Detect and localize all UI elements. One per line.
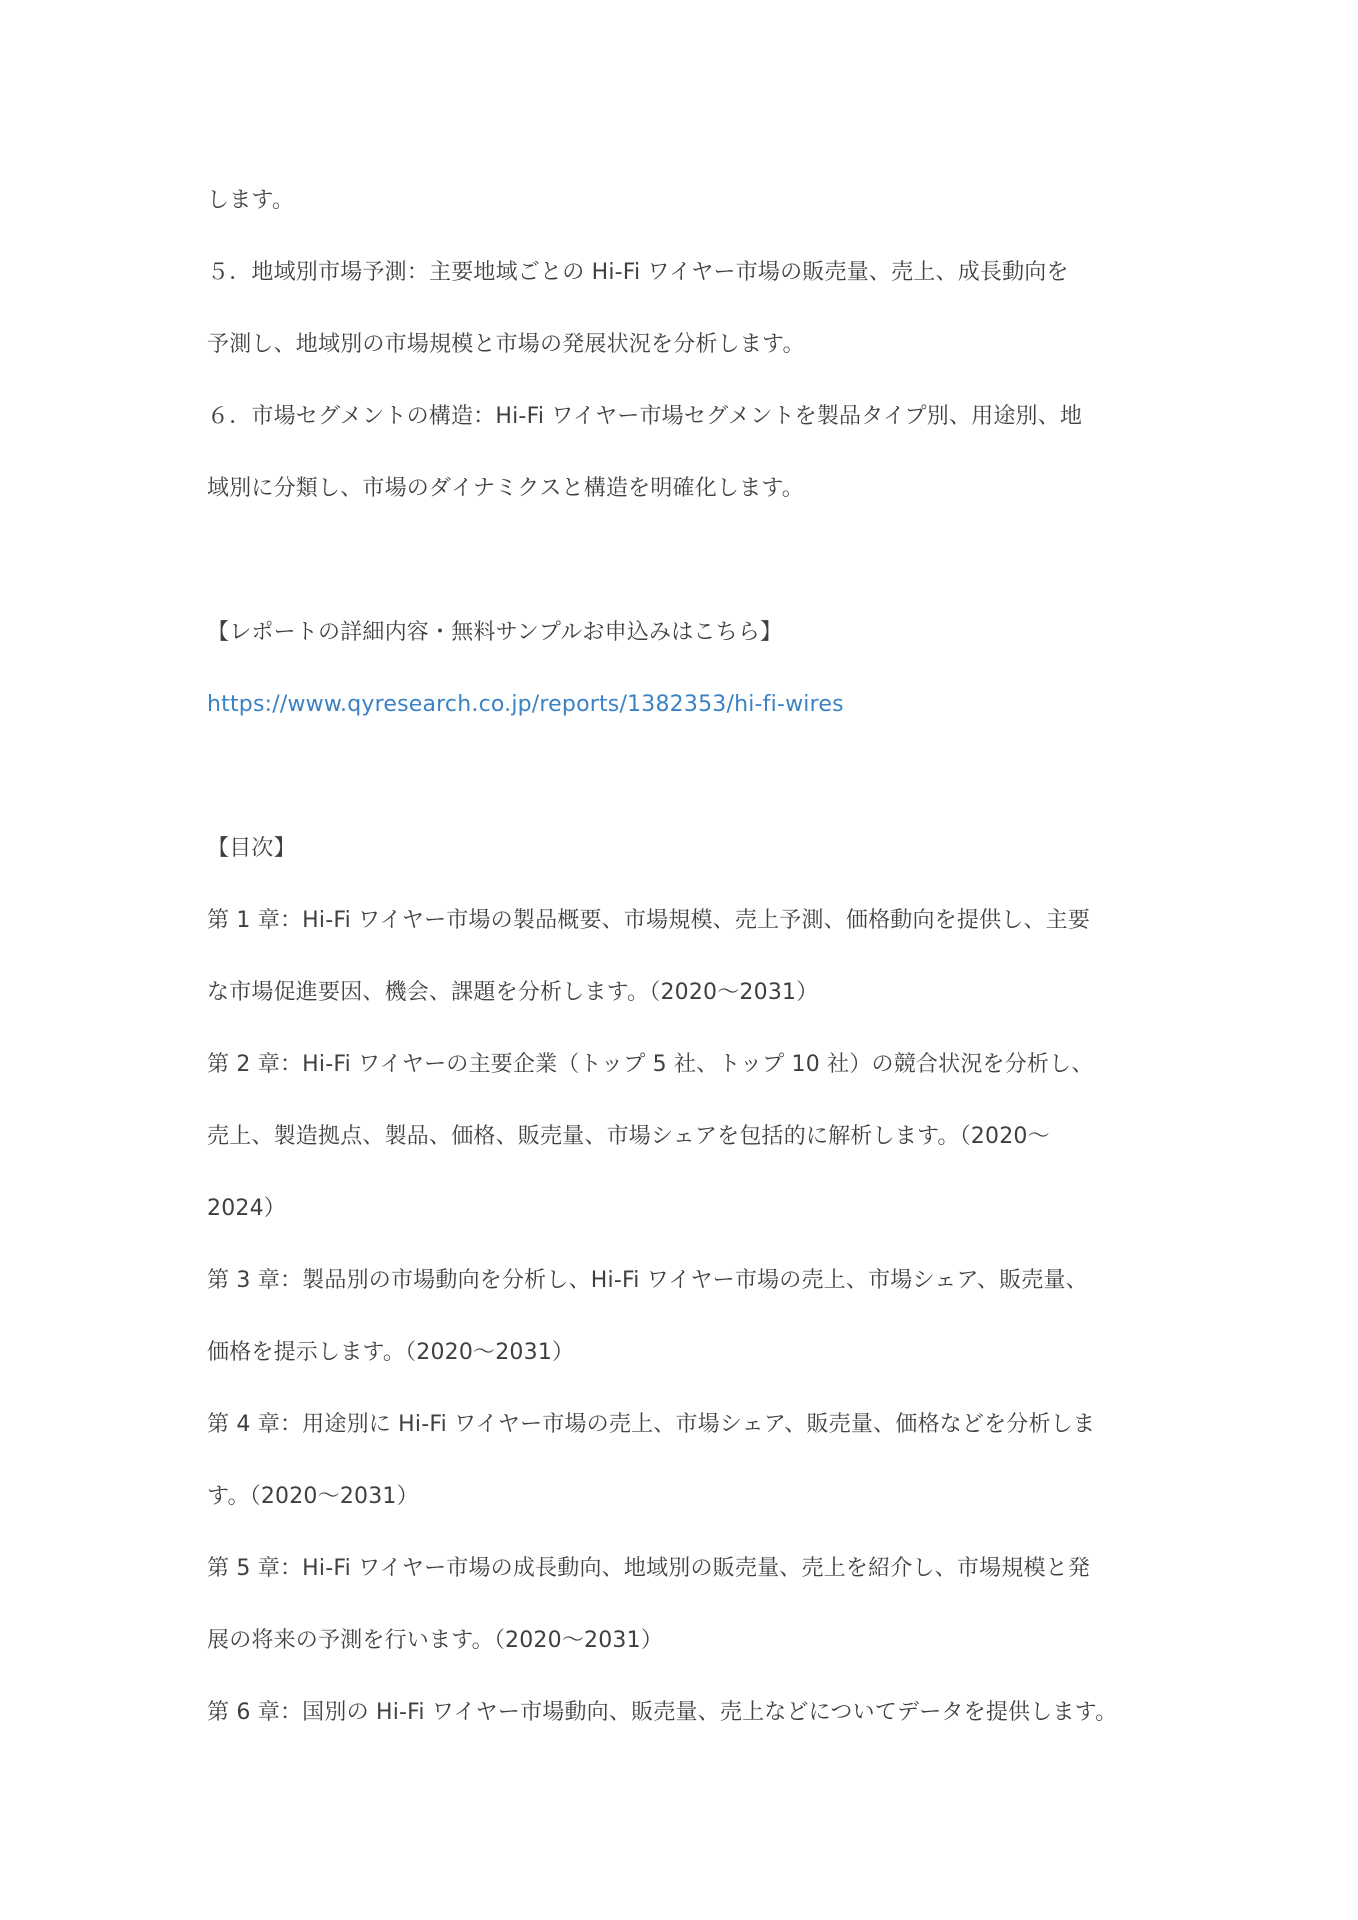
toc-chapter-1-line-2: な市場促進要因、機会、課題を分析します。（2020～2031） bbox=[207, 980, 819, 1005]
point-6-line-2: 域別に分類し、市場のダイナミクスと構造を明確化します。 bbox=[207, 476, 804, 501]
toc-chapter-4-line-2: す。（2020～2031） bbox=[207, 1484, 419, 1509]
toc-chapter-3-line-1: 第 3 章：製品別の市場動向を分析し、Hi-Fi ワイヤー市場の売上、市場シェア、販売量、 bbox=[207, 1268, 1088, 1293]
point-5-line-1: ５．地域別市場予測：主要地域ごとの Hi-Fi ワイヤー市場の販売量、売上、成長動向を bbox=[207, 260, 1069, 285]
toc-chapter-2-line-1: 第 2 章：Hi-Fi ワイヤーの主要企業（トップ 5 社、トップ 10 社）の競合状況を分析し、 bbox=[207, 1052, 1094, 1077]
toc-chapter-2-line-2: 売上、製造拠点、製品、価格、販売量、市場シェアを包括的に解析します。（2020～ bbox=[207, 1124, 1050, 1149]
toc-chapter-2-line-3: 2024） bbox=[207, 1196, 286, 1221]
toc-chapter-5-line-2: 展の将来の予測を行います。（2020～2031） bbox=[207, 1628, 664, 1653]
toc-chapter-4-line-1: 第 4 章：用途別に Hi-Fi ワイヤー市場の売上、市場シェア、販売量、価格などを分析しま bbox=[207, 1412, 1096, 1437]
toc-chapter-1-line-1: 第 1 章：Hi-Fi ワイヤー市場の製品概要、市場規模、売上予測、価格動向を提供し、主要 bbox=[207, 908, 1091, 933]
toc-heading: 【目次】 bbox=[207, 836, 296, 861]
toc-chapter-3-line-2: 価格を提示します。（2020～2031） bbox=[207, 1340, 575, 1365]
report-heading: 【レポートの詳細内容・無料サンプルお申込みはこちら】 bbox=[207, 620, 783, 645]
intro-continuation: します。 bbox=[207, 188, 295, 213]
point-6-line-1: ６．市場セグメントの構造：Hi-Fi ワイヤー市場セグメントを製品タイプ別、用途別、地 bbox=[207, 404, 1083, 429]
toc-chapter-6-line-1: 第 6 章：国別の Hi-Fi ワイヤー市場動向、販売量、売上などについてデータを提供します。 bbox=[207, 1700, 1118, 1725]
toc-chapter-5-line-1: 第 5 章：Hi-Fi ワイヤー市場の成長動向、地域別の販売量、売上を紹介し、市場規模と発 bbox=[207, 1556, 1091, 1581]
report-link[interactable]: https://www.qyresearch.co.jp/reports/1382353/hi-fi-wires bbox=[207, 692, 844, 717]
point-5-line-2: 予測し、地域別の市場規模と市場の発展状況を分析します。 bbox=[207, 332, 805, 357]
